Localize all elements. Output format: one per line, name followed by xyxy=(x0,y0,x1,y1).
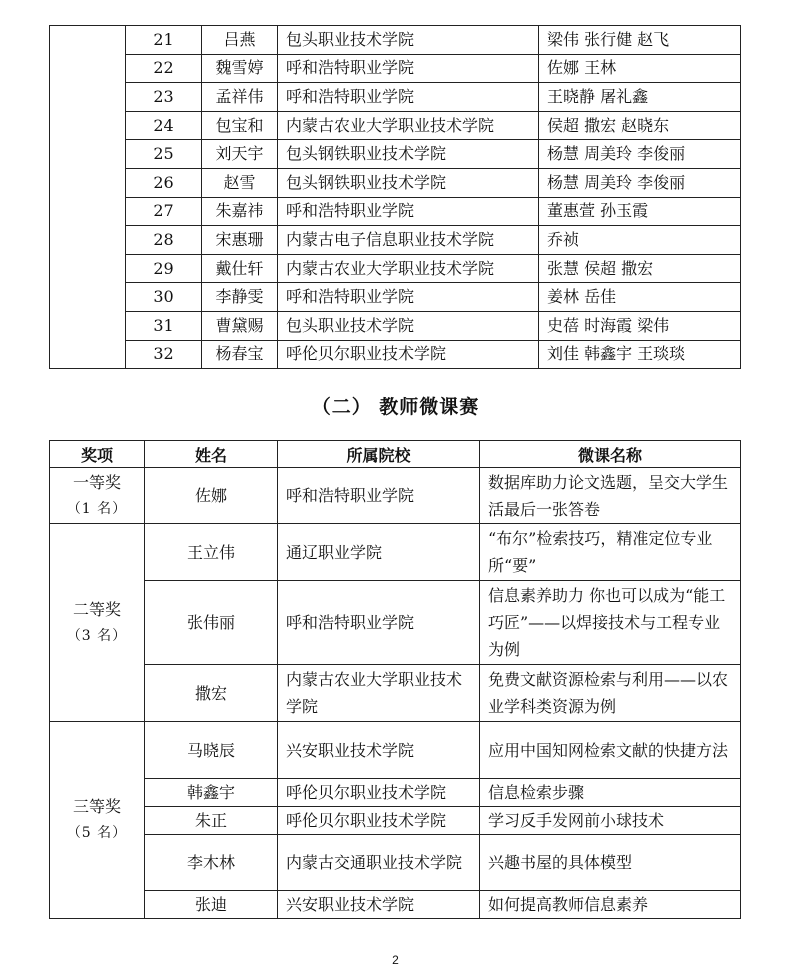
course-title: 信息素养助力 你也可以成为“能工巧匠”——以焊接技术与工程专业为例 xyxy=(480,581,741,665)
student-name: 刘天宇 xyxy=(202,140,278,169)
award-count: （5 名） xyxy=(66,825,128,841)
award-count: （1 名） xyxy=(66,500,128,517)
school-name: 内蒙古电子信息职业技术学院 xyxy=(278,226,539,255)
row-number: 30 xyxy=(126,283,202,312)
header-course: 微课名称 xyxy=(480,441,741,468)
table-row xyxy=(50,581,741,665)
student-results-body xyxy=(50,26,741,369)
header-name: 姓名 xyxy=(145,441,278,468)
teacher-name: 张伟丽 xyxy=(145,581,278,665)
school-name: 包头职业技术学院 xyxy=(278,26,539,55)
school-name: 呼和浩特职业学院 xyxy=(278,197,539,226)
table-row xyxy=(50,111,741,140)
school-name: 呼和浩特职业学院 xyxy=(278,581,480,665)
advisor-names: 张慧 侯超 撒宏 xyxy=(539,254,741,283)
table-row xyxy=(50,524,741,581)
teacher-name: 撒宏 xyxy=(145,665,278,722)
table-row xyxy=(50,891,741,919)
school-name: 兴安职业技术学院 xyxy=(278,722,480,779)
table-row xyxy=(50,835,741,891)
advisor-names: 刘佳 韩鑫宇 王琰琰 xyxy=(539,340,741,369)
school-name: 呼和浩特职业学院 xyxy=(278,83,539,112)
course-title: “布尔”检索技巧，精准定位专业所“要” xyxy=(480,524,741,581)
student-name: 杨春宝 xyxy=(202,340,278,369)
advisor-names: 史蓓 时海霞 梁伟 xyxy=(539,311,741,340)
award-level: 二等奖 xyxy=(72,599,121,619)
row-number: 32 xyxy=(126,340,202,369)
student-name: 吕燕 xyxy=(202,26,278,55)
teacher-name: 张迪 xyxy=(145,891,278,919)
school-name: 包头钢铁职业技术学院 xyxy=(278,140,539,169)
student-name: 朱嘉祎 xyxy=(202,197,278,226)
school-name: 呼伦贝尔职业技术学院 xyxy=(278,340,539,369)
student-results-table xyxy=(49,25,741,369)
table-row xyxy=(50,26,741,55)
student-name: 魏雪婷 xyxy=(202,54,278,83)
section-title: （二） 教师微课赛 xyxy=(311,396,480,418)
header-award: 奖项 xyxy=(50,441,145,468)
row-number: 28 xyxy=(126,226,202,255)
award-cell xyxy=(50,722,145,919)
advisor-names: 侯超 撒宏 赵晓东 xyxy=(539,111,741,140)
school-name: 内蒙古农业大学职业技术学院 xyxy=(278,111,539,140)
row-number: 26 xyxy=(126,168,202,197)
school-name: 内蒙古交通职业技术学院 xyxy=(278,835,480,891)
table-row xyxy=(50,54,741,83)
award-cell xyxy=(50,524,145,722)
teacher-name: 马晓辰 xyxy=(145,722,278,779)
table-row xyxy=(50,254,741,283)
row-number: 29 xyxy=(126,254,202,283)
advisor-names: 杨慧 周美玲 李俊丽 xyxy=(539,168,741,197)
student-name: 曹黛赐 xyxy=(202,311,278,340)
course-title: 兴趣书屋的具体模型 xyxy=(480,835,741,891)
award-cell xyxy=(50,468,145,524)
header-school: 所属院校 xyxy=(278,441,480,468)
advisor-names: 姜林 岳佳 xyxy=(539,283,741,312)
table-row xyxy=(50,226,741,255)
school-name: 呼伦贝尔职业技术学院 xyxy=(278,807,480,835)
school-name: 呼伦贝尔职业技术学院 xyxy=(278,779,480,807)
award-level: 三等奖 xyxy=(72,797,121,816)
teacher-name: 王立伟 xyxy=(145,524,278,581)
school-name: 兴安职业技术学院 xyxy=(278,891,480,919)
header-row xyxy=(50,441,741,468)
advisor-names: 佐娜 王林 xyxy=(539,54,741,83)
course-title: 学习反手发网前小球技术 xyxy=(480,807,741,835)
table-row xyxy=(50,168,741,197)
row-number: 22 xyxy=(126,54,202,83)
school-name: 呼和浩特职业学院 xyxy=(278,283,539,312)
course-title: 数据库助力论文选题，呈交大学生活最后一张答卷 xyxy=(480,468,741,524)
student-name: 孟祥伟 xyxy=(202,83,278,112)
school-name: 包头钢铁职业技术学院 xyxy=(278,168,539,197)
school-name: 通辽职业学院 xyxy=(278,524,480,581)
advisor-names: 王晓静 屠礼鑫 xyxy=(539,83,741,112)
school-name: 包头职业技术学院 xyxy=(278,311,539,340)
table-row xyxy=(50,311,741,340)
row-number: 23 xyxy=(126,83,202,112)
award-count: （3 名） xyxy=(66,627,128,644)
teacher-name: 韩鑫宇 xyxy=(145,779,278,807)
course-title: 如何提高教师信息素养 xyxy=(480,891,741,919)
table-row xyxy=(50,340,741,369)
table-row xyxy=(50,722,741,779)
row-number: 25 xyxy=(126,140,202,169)
teacher-name: 朱正 xyxy=(145,807,278,835)
row-number: 27 xyxy=(126,197,202,226)
table-row xyxy=(50,779,741,807)
table-row xyxy=(50,665,741,722)
advisor-names: 乔祯 xyxy=(539,226,741,255)
row-number: 24 xyxy=(126,111,202,140)
advisor-names: 董惠萱 孙玉霞 xyxy=(539,197,741,226)
student-name: 李静雯 xyxy=(202,283,278,312)
course-title: 信息检索步骤 xyxy=(480,779,741,807)
student-name: 赵雪 xyxy=(202,168,278,197)
merged-award-cell xyxy=(50,26,126,369)
table-row xyxy=(50,468,741,524)
advisor-names: 梁伟 张行健 赵飞 xyxy=(539,26,741,55)
teacher-name: 佐娜 xyxy=(145,468,278,524)
table-row xyxy=(50,140,741,169)
row-number: 21 xyxy=(126,26,202,55)
teacher-microcourse-table xyxy=(49,440,741,919)
table-row xyxy=(50,807,741,835)
table-row xyxy=(50,283,741,312)
school-name: 内蒙古农业大学职业技术学院 xyxy=(278,665,480,722)
student-name: 戴仕轩 xyxy=(202,254,278,283)
school-name: 呼和浩特职业学院 xyxy=(278,468,480,524)
student-name: 宋惠珊 xyxy=(202,226,278,255)
advisor-names: 杨慧 周美玲 李俊丽 xyxy=(539,140,741,169)
table-row xyxy=(50,83,741,112)
teacher-name: 李木林 xyxy=(145,835,278,891)
award-level: 一等奖 xyxy=(72,472,121,492)
course-title: 应用中国知网检索文献的快捷方法 xyxy=(480,722,741,779)
school-name: 内蒙古农业大学职业技术学院 xyxy=(278,254,539,283)
student-name: 包宝和 xyxy=(202,111,278,140)
row-number: 31 xyxy=(126,311,202,340)
school-name: 呼和浩特职业学院 xyxy=(278,54,539,83)
table-row xyxy=(50,197,741,226)
course-title: 免费文献资源检索与利用——以农业学科类资源为例 xyxy=(480,665,741,722)
page-number: 2 xyxy=(392,953,399,967)
